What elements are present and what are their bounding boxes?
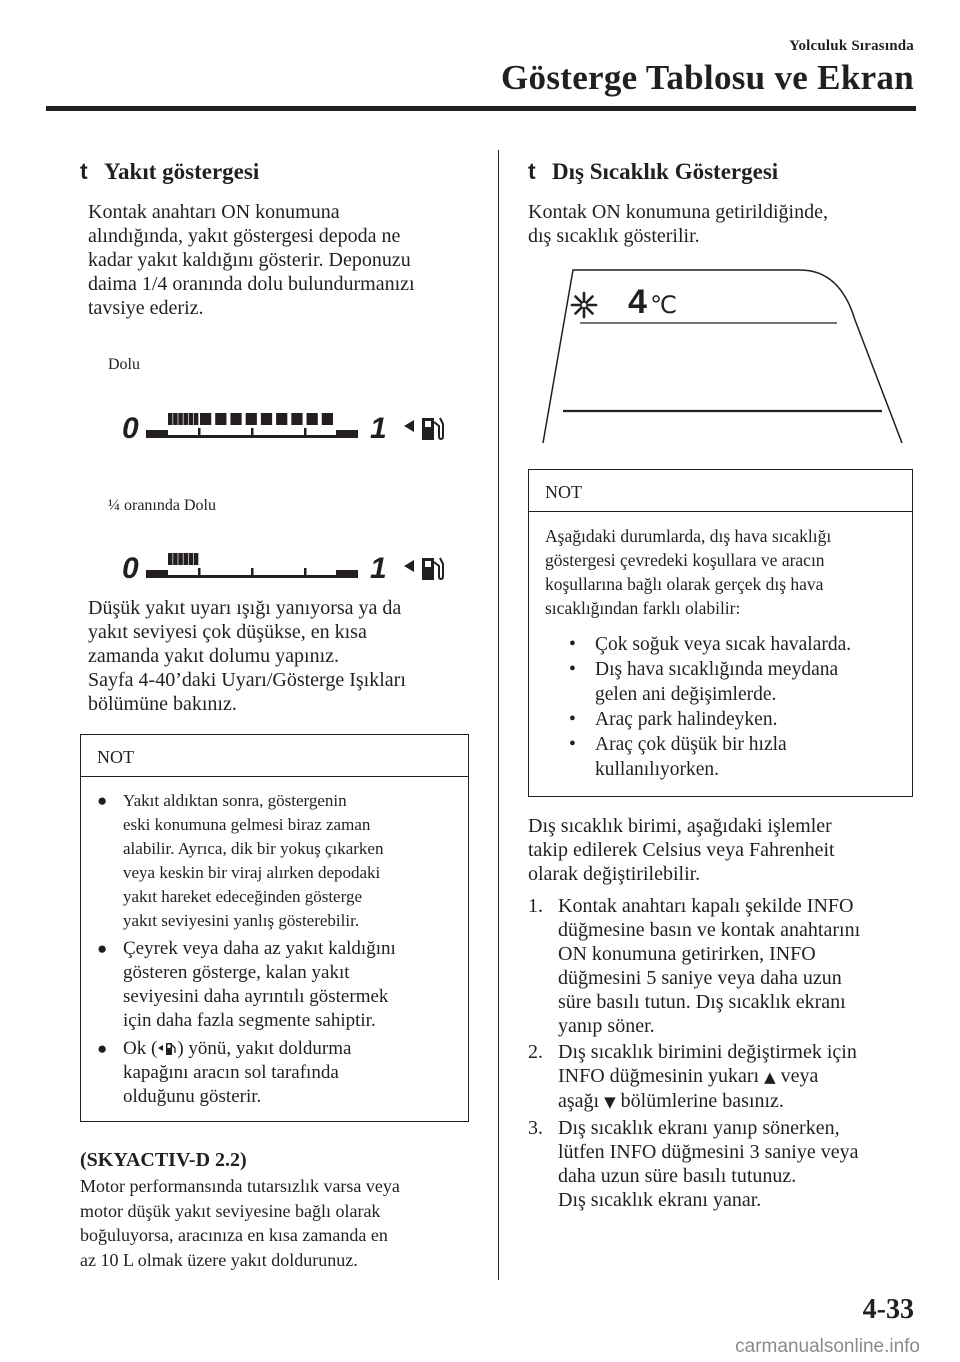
text-line: daima 1/4 oranında dolu bulundurmanızı <box>88 273 415 295</box>
gauge-empty-marker <box>146 430 168 438</box>
text-line: Dış hava sıcaklığında meydana <box>595 659 839 680</box>
text-line: seviyesini daha ayrıntılı göstermek <box>123 986 389 1007</box>
page-number: 4-33 <box>862 1294 914 1325</box>
text-line: yanıp söner. <box>558 1015 655 1037</box>
text-line: boğuluyorsa, aracınıza en kısa zamanda en <box>80 1225 388 1245</box>
gauge-bar-svg <box>142 548 372 584</box>
fuel-pump-icon <box>402 410 462 444</box>
fuel-gauge-quarter <box>118 540 468 590</box>
text-fragment: veya <box>780 1065 819 1087</box>
unit-change-text <box>528 814 918 886</box>
text-line: lütfen INFO düğmesini 3 saniye veya <box>558 1141 859 1163</box>
gauge-max-label: 1 <box>370 412 387 445</box>
text-line: veya keskin bir viraj alırken depodaki <box>123 863 381 882</box>
text-line: eski konumuna gelmesi biraz zaman <box>123 815 371 834</box>
text-line: Dış sıcaklık ekranı yanar. <box>558 1189 762 1211</box>
text-line: motor düşük yakıt seviyesine bağlı olarak <box>80 1200 381 1221</box>
bullet-dot: ● <box>97 939 108 958</box>
gauge-tick <box>304 568 307 577</box>
temp-note-box <box>528 469 913 797</box>
text-line: alındığında, yakıt göstergesi depoda ne <box>88 225 401 247</box>
text-line: takip edilerek Celsius veya Fahrenheit <box>528 839 835 861</box>
gauge-max-label: 1 <box>370 552 387 585</box>
text-line: Kontak anahtarı ON konumuna <box>88 201 340 223</box>
step-item <box>528 894 918 1038</box>
text-line: kapağını aracın sol tarafında <box>123 1062 339 1083</box>
text-line: süre basılı tutun. Dış sıcaklık ekranı <box>558 991 846 1013</box>
text-line: için daha fazla segmente sahiptir. <box>123 1010 376 1031</box>
bullet-dot: • <box>569 709 576 730</box>
gauge-segment <box>276 413 287 425</box>
text-line: dış sıcaklık gösterilir. <box>528 225 700 247</box>
heading-bullet: t <box>528 158 536 184</box>
text-fragment: bölümlerine basınız. <box>620 1090 784 1112</box>
bullet-dot: • <box>569 734 576 755</box>
text-line <box>123 1037 454 1061</box>
gauge-segment <box>215 413 226 425</box>
bullet-dot: • <box>569 634 576 655</box>
text-line: Araç park halindeyken. <box>595 709 778 730</box>
down-triangle-icon: ▼ <box>604 1093 616 1111</box>
temp-value: 4 <box>628 283 647 321</box>
column-divider <box>498 150 499 1280</box>
text-fragment: INFO düğmesinin yukarı <box>558 1065 760 1087</box>
section-label: Yolculuk Sırasında <box>789 38 914 54</box>
text-line: Sayfa 4-40’daki Uyarı/Gösterge Işıkları <box>88 669 406 691</box>
snowflake-icon <box>570 291 598 319</box>
note-item <box>569 632 902 657</box>
gauge-segment <box>291 413 302 425</box>
gauge-tick <box>251 568 254 577</box>
gauge-tick <box>251 428 254 437</box>
gauge-full-marker <box>336 570 358 578</box>
text-line: Araç çok düşük bir hızla <box>595 734 787 755</box>
note-title: NOT <box>529 470 912 512</box>
gauge-empty-marker <box>146 570 168 578</box>
text-line: bölümüne bakınız. <box>88 693 237 715</box>
text-line: zamanda yakıt dolumu yapınız. <box>88 645 340 667</box>
text-line: az 10 L olmak üzere yakıt doldurunuz. <box>80 1249 358 1270</box>
step-number: 1. <box>528 895 543 917</box>
gauge-segment <box>178 413 183 425</box>
note-item <box>569 657 902 707</box>
text-line: yakıt hareket edeceğinden gösterge <box>123 887 362 906</box>
gauge-bar-svg <box>142 408 372 444</box>
text-line: Düşük yakıt uyarı ışığı yanıyorsa ya da <box>88 597 402 619</box>
header-rule <box>46 106 916 111</box>
note-item <box>569 707 902 732</box>
text-line: gelen ani değişimlerde. <box>595 684 777 705</box>
text-line: koşullarına bağlı olarak gerçek dış hava <box>545 574 824 594</box>
fuel-intro <box>88 200 488 320</box>
steps-list <box>528 894 918 1212</box>
text-line: düğmesine basın ve kontak anahtarını <box>558 919 861 941</box>
text-line: düğmesini 5 saniye veya daha uzun <box>558 967 842 989</box>
note-item <box>97 1037 454 1109</box>
text-fragment: Ok ( <box>123 1038 158 1059</box>
heading-text: Yakıt göstergesi <box>104 159 260 184</box>
gauge-segment <box>184 553 189 565</box>
skyactiv-title: (SKYACTIV-D 2.2) <box>80 1149 247 1171</box>
bullet-dot: ● <box>97 791 108 810</box>
gauge-min-label: 0 <box>122 412 139 445</box>
fuel-pump-icon <box>157 1040 177 1056</box>
text-line: tavsiye ederiz. <box>88 297 204 319</box>
text-line: olduğunu gösterir. <box>123 1086 262 1107</box>
gauge-segment <box>189 413 194 425</box>
gauge-segment <box>307 413 318 425</box>
text-line: Motor performansında tutarsızlık varsa veya <box>80 1176 400 1196</box>
gauge-tick <box>304 428 307 437</box>
heading-text: Dış Sıcaklık Göstergesi <box>552 159 779 184</box>
note-list <box>97 789 454 1109</box>
text-fragment: aşağı <box>558 1090 600 1112</box>
fuel-gauge-full <box>118 400 468 450</box>
note-item <box>97 937 454 1033</box>
text-line <box>558 1089 918 1114</box>
text-line: Kontak anahtarı kapalı şekilde INFO <box>558 895 854 917</box>
heading-bullet: t <box>80 158 88 184</box>
text-line <box>558 1064 918 1089</box>
gauge-tick <box>198 568 201 577</box>
note-item <box>569 732 902 782</box>
fuel-note-box <box>80 734 469 1122</box>
text-fragment: ) yönü, yakıt doldurma <box>177 1038 352 1059</box>
temp-intro <box>528 200 918 248</box>
text-line: yakıt seviyesini yanlış gösterebilir. <box>123 911 360 930</box>
gauge-segment <box>173 553 177 565</box>
note-title: NOT <box>81 735 468 777</box>
step-number: 2. <box>528 1041 543 1063</box>
gauge-segment <box>230 413 241 425</box>
gauge-segment <box>246 413 257 425</box>
temp-unit: ℃ <box>650 291 677 319</box>
text-line: alabilir. Ayrıca, dik bir yokuş çıkarken <box>123 839 384 858</box>
gauge-segment <box>200 413 211 425</box>
text-line: Dış sıcaklık ekranı yanıp sönerken, <box>558 1117 840 1139</box>
text-line: olarak değiştirilebilir. <box>528 863 701 885</box>
fuel-pump-icon <box>402 550 462 584</box>
gauge-tick <box>198 428 201 437</box>
text-line: Kontak ON konumuna getirildiğinde, <box>528 201 828 223</box>
text-line: ON konumuna getirirken, INFO <box>558 943 816 965</box>
temp-display <box>540 265 910 445</box>
gauge-full-marker <box>336 430 358 438</box>
text-line: kullanılıyorken. <box>595 759 720 780</box>
watermark: carmanualsonline.info <box>735 1336 920 1357</box>
gauge-segment <box>173 413 177 425</box>
gauge-full-label: Dolu <box>108 356 140 373</box>
up-triangle-icon: ▲ <box>764 1068 776 1086</box>
page-title: Gösterge Tablosu ve Ekran <box>501 58 914 97</box>
gauge-quarter-label: ¼ oranında Dolu <box>108 497 216 514</box>
text-line: Çeyrek veya daha az yakıt kaldığını <box>123 938 396 959</box>
fuel-gauge-heading <box>80 158 259 185</box>
note-item <box>97 789 454 933</box>
bullet-dot: ● <box>97 1039 108 1058</box>
fuel-warning <box>88 596 488 716</box>
text-line: Dış sıcaklık birimini değiştirmek için <box>558 1041 857 1063</box>
gauge-segment <box>322 413 333 425</box>
note-intro <box>545 524 900 620</box>
gauge-segment <box>178 553 183 565</box>
gauge-segment <box>168 553 173 565</box>
bullet-dot: • <box>569 659 576 680</box>
text-line: Dış sıcaklık birimi, aşağıdaki işlemler <box>528 815 832 837</box>
gauge-segment <box>189 553 194 565</box>
gauge-segment <box>184 413 189 425</box>
text-line: sıcaklığından farklı olabilir: <box>545 598 741 618</box>
text-line: Çok soğuk veya sıcak havalarda. <box>595 634 852 655</box>
text-line: yakıt seviyesi çok düşükse, en kısa <box>88 621 367 643</box>
text-line: kadar yakıt kaldığını gösterir. Deponuzu <box>88 249 411 271</box>
text-line: Aşağıdaki durumlarda, dış hava sıcaklığı <box>545 526 832 546</box>
text-line: göstergesi çevredeki koşullara ve aracın <box>545 550 825 570</box>
note-list <box>569 632 902 782</box>
step-item <box>528 1116 918 1212</box>
skyactiv-text <box>80 1174 480 1272</box>
text-line: gösteren gösterge, kalan yakıt <box>123 962 350 983</box>
step-item <box>528 1040 918 1114</box>
gauge-segment <box>261 413 272 425</box>
step-number: 3. <box>528 1117 543 1139</box>
outside-temp-heading <box>528 158 778 185</box>
gauge-segment <box>168 413 173 425</box>
text-line: Yakıt aldıktan sonra, göstergenin <box>123 791 347 810</box>
text-line: daha uzun süre basılı tutunuz. <box>558 1165 797 1187</box>
gauge-min-label: 0 <box>122 552 139 585</box>
gauge-segment <box>194 413 199 425</box>
gauge-segment <box>194 553 199 565</box>
